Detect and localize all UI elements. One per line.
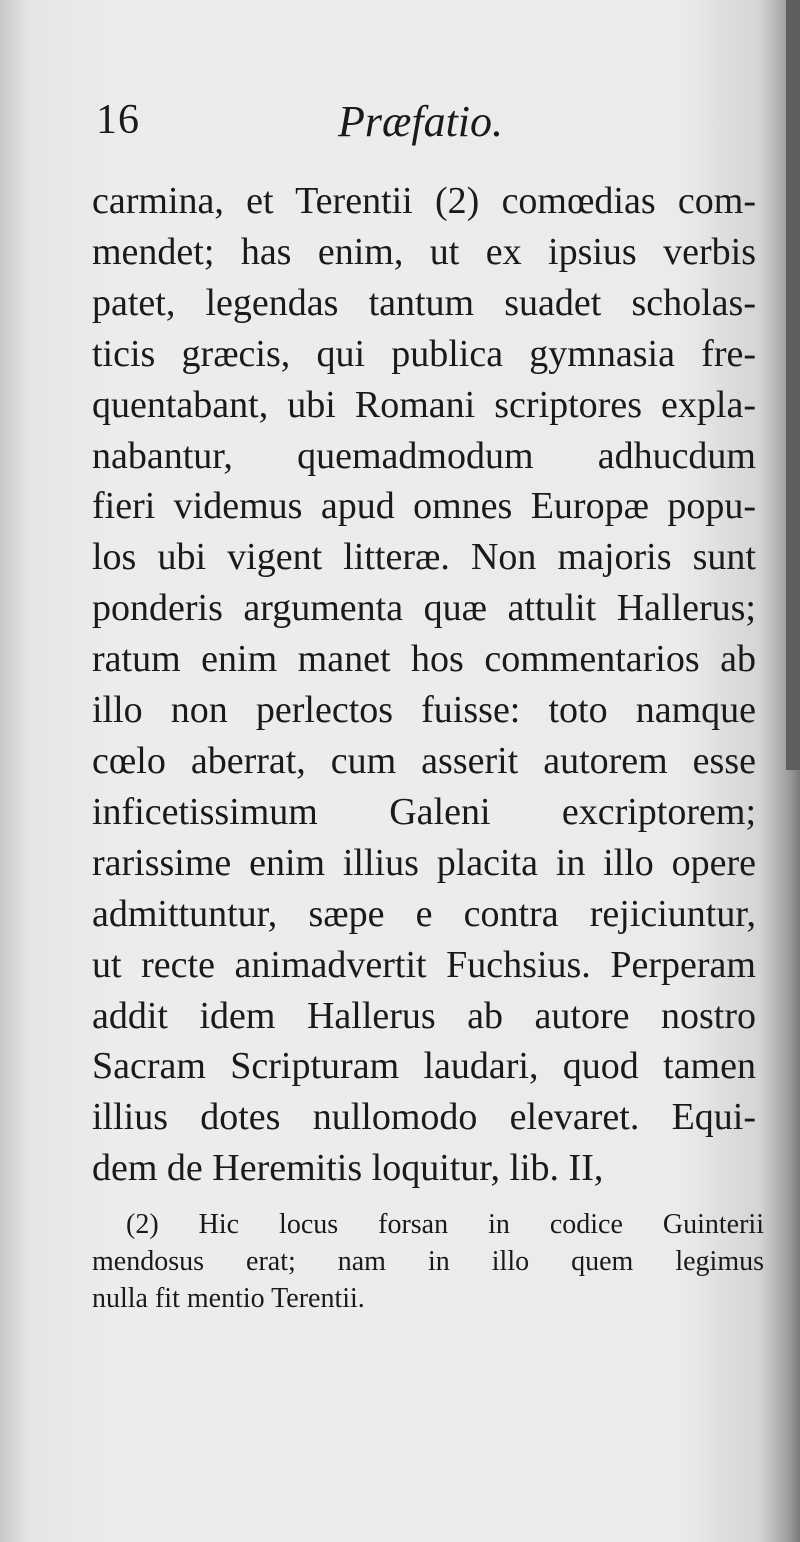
text-line: quentabant, ubi Romani scriptores expla- bbox=[92, 383, 756, 426]
body-text bbox=[92, 176, 756, 1194]
text-line: illius dotes nullomodo elevaret. Equi- bbox=[92, 1096, 756, 1139]
page-edge-shadow bbox=[786, 0, 800, 770]
footnote-line: nulla fit mentio Terentii. bbox=[92, 1283, 365, 1314]
text-line: illo non perlectos fuisse: toto namque bbox=[92, 689, 756, 732]
footnote-line: mendosus erat; nam in illo quem legimus bbox=[92, 1246, 764, 1277]
text-line: ratum enim manet hos commentarios ab bbox=[92, 638, 756, 681]
text-line: patet, legendas tantum suadet scholas- bbox=[92, 281, 756, 324]
text-line: mendet; has enim, ut ex ipsius verbis bbox=[92, 230, 756, 273]
text-line: ponderis argumenta quæ attulit Hallerus; bbox=[92, 587, 756, 630]
text-line: los ubi vigent litteræ. Non majoris sunt bbox=[92, 536, 756, 579]
footnote-line: (2) Hic locus forsan in codice Guinterii bbox=[126, 1209, 764, 1240]
text-line: inficetissimum Galeni excriptorem; bbox=[92, 790, 756, 833]
text-line: ticis græcis, qui publica gymnasia fre- bbox=[92, 332, 756, 375]
text-line: admittuntur, sæpe e contra rejiciuntur, bbox=[92, 892, 756, 935]
text-line: addit idem Hallerus ab autore nostro bbox=[92, 994, 756, 1037]
text-line: cœlo aberrat, cum asserit autorem esse bbox=[92, 739, 756, 782]
text-line: nabantur, quemadmodum adhucdum bbox=[92, 434, 756, 477]
text-line: ut recte animadvertit Fuchsius. Perperam bbox=[92, 943, 756, 986]
footnote bbox=[92, 1206, 764, 1317]
running-title: Præfatio. bbox=[338, 97, 504, 146]
text-line: dem de Heremitis loquitur, lib. II, bbox=[92, 1147, 604, 1190]
text-line: Sacram Scripturam laudari, quod tamen bbox=[92, 1045, 756, 1088]
text-line: carmina, et Terentii (2) comœdias com- bbox=[92, 180, 756, 222]
text-line: fieri videmus apud omnes Europæ popu- bbox=[92, 485, 756, 528]
text-line: rarissime enim illius placita in illo opere bbox=[92, 841, 756, 884]
running-header bbox=[96, 96, 736, 156]
page-number: 16 bbox=[96, 97, 140, 143]
